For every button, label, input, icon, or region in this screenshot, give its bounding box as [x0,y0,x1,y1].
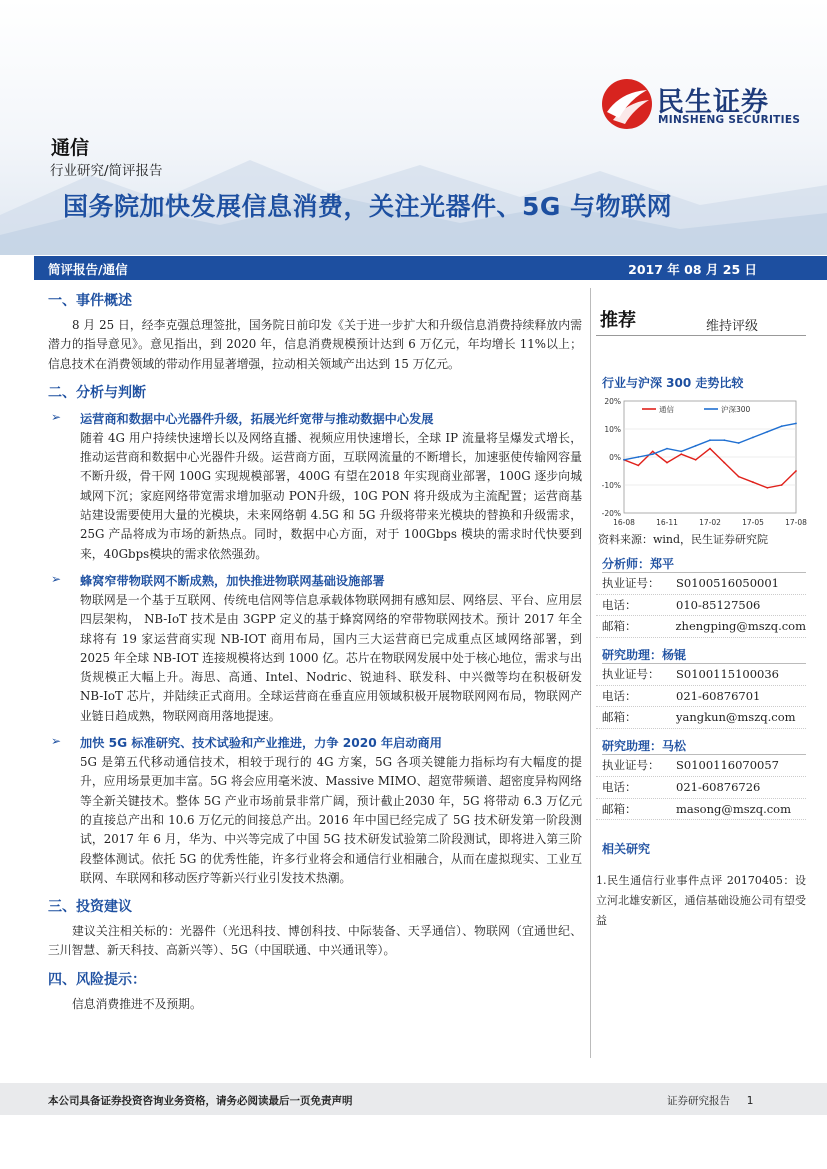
data-point [623,459,625,461]
analyst-phone-row [596,686,806,708]
text-line: 网（宜通世纪、三川智慧、新天科技、高新兴等）、5G（中国联通、中兴通讯等）。 [48,924,582,958]
analyst-heading: 分析师：郑平 [602,555,806,573]
data-point [781,425,783,427]
page-footer [0,1083,827,1115]
field-label: 电话： [602,779,637,794]
main-content [48,290,582,1014]
x-tick-label: 17-02 [699,518,721,527]
bullet-title: 运营商和数据中心光器件升级，拓展光纤宽带与推动数据中心发展 [80,411,434,426]
analyst-cert-row [596,664,806,686]
cert-value: S0100115100036 [676,667,779,682]
text-line: 模块的需求依然强劲。 [149,546,268,561]
data-point [752,481,754,483]
data-point [666,448,668,450]
footer-report-label: 证券研究报告 [667,1095,730,1107]
nbiot-paragraph [48,591,582,726]
data-point [666,462,668,464]
disclaimer-notice: 本公司具备证券投资咨询业务资格，请务必阅读最后一页免责声明 [48,1095,353,1107]
text-line: 来网络朝 4.5G 和 5G 升级将带来光模块的替换和升级需求，25G 产品将成为市场的 [80,508,582,542]
text-line: 谱、超密度异构网络等全新关键技术。整体 5G 产业市场前景非常广阔，预计截止 [80,774,582,808]
email-value: zhengping@mszq.com [675,619,806,634]
text-line: 8 月 25 日，经李克强总理签批，国务院日前印发《关于进一步扩大和升级信息消费 [72,318,511,332]
section-heading-analysis: 二、分析与判断 [48,384,146,401]
text-line: 物联网是一个基于互联网、传统电信网等信息承载体物联网拥有感知层、网络层、 [80,592,511,607]
field-label: 执业证号： [602,667,660,682]
field-label: 执业证号： [602,576,660,590]
column-divider [590,288,591,1058]
text-line: 片在物联网发展中处于核心地位，需求与出货规模正大幅上升。海思、高通、Intel、 [80,650,582,685]
report-date: 2017 年 08 月 25 日 [628,262,757,277]
field-label: 执业证号： [602,758,660,773]
bullet-title: 加快 5G 标准研究、技术试验和产业推进，力争 2020 年启动商用 [80,736,442,751]
data-point [781,484,783,486]
chart-title: 行业与沪深 300 走势比较 [602,376,744,390]
data-point [723,462,725,464]
analyst-email-row [596,707,806,729]
section-heading-risk: 四、风险提示： [48,971,146,988]
data-point [680,451,682,453]
recommendation: 推荐 [600,310,636,331]
y-tick-label: 10% [604,425,621,434]
analyst-email-row [596,799,806,821]
section-heading-investment: 三、投资建议 [48,899,132,916]
5g-paragraph [48,753,582,888]
data-point [795,470,797,472]
data-point [680,453,682,455]
related-research-heading: 相关研究 [602,842,651,857]
report-type: 行业研究/简评报告 [50,163,163,179]
phone-value: 010-85127506 [676,597,761,612]
text-line: 中国已经完成了 5G 技术研发第一阶段测试，2017 年 6 月，华为、中兴等完成了中 [80,812,583,847]
field-label: 电话： [602,688,637,703]
cert-value: S0100116070057 [676,758,779,773]
y-tick-label: 0% [609,453,621,462]
data-point [766,431,768,433]
performance-chart [596,395,807,531]
text-line: 达到 15 万亿元。 [366,356,460,371]
analyst-cert-row [596,573,806,595]
data-point [795,423,797,425]
footer-label [667,1093,753,1108]
field-label: 邮箱： [602,801,637,816]
text-line: 信息消费推进不及预期。 [72,996,202,1011]
page-number: 1 [746,1095,754,1107]
arrow-bullet-icon: ➢ [51,409,62,424]
field-label: 电话： [602,597,637,612]
data-point [695,445,697,447]
text-line: 随着 4G 用户持续快速增长以及网络直播、视频应用快速增长，全球 IP 流量将呈 [80,430,511,445]
phone-value: 021-60876701 [676,688,761,703]
data-point [709,439,711,441]
y-tick-label: 20% [604,397,621,406]
analyst-phone-row [596,595,806,617]
text-line: 全球运营商在垂直应用领域积极开展物联网网布局，物联网产业链日趋成熟，物联网 [80,689,582,723]
minsheng-logo-icon [601,78,653,130]
phone-value: 021-60876726 [676,779,761,794]
x-tick-label: 16-11 [656,518,678,527]
report-title: 国务院加快发展信息消费，关注光器件、5G 与物联网 [63,192,673,221]
text-line: 性能，许多行业将会和通信行业相融合，从而在虚拟现实、工业互联网、车联网和 [80,851,582,885]
legend-label: 通信 [659,405,674,414]
text-line: 商用落地提速。 [197,708,281,723]
text-line: 升级，10G PON 将升级成为主流配置；运营商基站建设需要使用大量的光模块，未 [80,488,582,523]
brand-name-en: MINSHENG SECURITIES [658,114,801,126]
text-line: 国 5G 技术研发试验第二阶段测试，即将进入第三阶段整体测试。依托 5G 的优秀 [80,832,582,866]
data-point [738,442,740,444]
data-point [652,451,654,453]
chart-source: 资料来源：wind，民生证券研究院 [598,533,769,546]
assistant-heading: 研究助理：杨锟 [602,646,806,664]
optical-paragraph [48,429,582,564]
section-heading-event: 一、事件概述 [48,293,132,309]
email-value: yangkun@mszq.com [676,710,796,725]
bullet-title: 蜂窝窄带物联网不断成熟，加快推进物联网基础设施部署 [80,573,385,588]
email-value: masong@mszq.com [676,801,792,816]
text-line: 增长，加速驱使传输网容量不断升级，骨干网 100G 实现规模部署，400G 有望在 [80,450,582,484]
text-line: 建议关注相关标的：光器件（光迅科技、博创科技、中际装备、天孚通信）、物联 [72,924,499,939]
recommendation-row [596,300,806,336]
assistant-heading: 研究助理：马松 [602,737,806,755]
text-line: 5G 是第五代移动通信技术，相较于现行的 4G 方案，5G 各项关键能力指标均有大 [80,755,533,770]
x-tick-label: 16-08 [613,518,635,527]
rating: 维持评级 [706,319,759,334]
text-line: 元，年均增长 11%以上；信息技术在消费领域的带动作用显著增强，拉动相关领域产出 [48,337,582,371]
y-tick-label: -20% [601,509,621,518]
data-point [695,459,697,461]
report-info-bar [34,256,827,280]
mountain-background [0,105,827,255]
text-line: 爆发式增长，推动运营商和数据中心光器件升级。运营商方面，互联网流量的不断 [80,430,582,465]
text-line: 2030 年，5G 将带动 6.3 万亿元的直接总产出和 10.6 万亿元的间接总产出。2016 年 [80,793,582,827]
analyst-phone-row [596,777,806,799]
bullet-optical [48,410,582,427]
data-point [709,448,711,450]
text-line: 商已完成重点区域网络部署，到 2025 年全球 NB-IOT 连接规模将达到 1000 亿。芯 [80,631,582,665]
text-line: 2018 年实现商业部署，100G 逐步向城域网下沉；家庭网络带宽需求增加驱动 PON [80,469,582,503]
arrow-bullet-icon: ➢ [51,571,62,586]
text-line: 移动医疗等新兴行业引发技术热潮。 [162,870,352,885]
data-point [637,456,639,458]
text-line: 持续释放内需潜力的指导意见》。意见指出，到 2020 年，信息消费规模预计达到 6 万亿 [48,318,582,352]
analyst-cert-row [596,755,806,777]
text-line: 新热点。同时，数据中心方面，对于 100Gbps 模块的需求时代快要到来，40Gbps [80,527,582,561]
investment-paragraph [48,922,582,961]
sidebar [596,300,806,931]
y-tick-label: -10% [601,481,621,490]
text-line: 网技术。预计 2017 年全球将有 19 家运营商实现 NB-IOT 商用布局，国内三大运营 [80,612,582,646]
sector-label: 通信 [51,137,90,159]
text-line: 平台、应用层四层架构， NB-IoT 技术是由 3GPP 定义的基于蜂窝网络的窄带物联 [80,592,582,627]
data-point [723,439,725,441]
data-point [738,476,740,478]
x-tick-label: 17-08 [785,518,807,527]
analyst-email-row [596,616,806,638]
text-line: 幅度的提升，应用场景更加丰富。5G 将会应用毫米波、Massive MIMO、超宽带频 [80,755,582,789]
event-paragraph [48,316,582,374]
text-line: Nodric、锐迪科、联发科、中兴微等均在积极研发 NB-IoT 芯片，并陆续正式商用。 [80,670,582,704]
field-label: 邮箱： [602,710,637,725]
bullet-5g [48,734,582,751]
arrow-bullet-icon: ➢ [51,734,62,749]
bullet-nbiot [48,572,582,589]
x-tick-label: 17-05 [742,518,764,527]
risk-paragraph [48,995,582,1014]
data-point [637,465,639,467]
report-category: 简评报告/通信 [48,262,128,277]
legend-label: 沪深300 [721,405,751,414]
data-point [652,453,654,455]
data-point [752,437,754,439]
brand-name-cn: 民生证券 [657,87,769,118]
report-header [0,0,827,255]
cert-value: S0100516050001 [676,576,779,590]
data-point [766,487,768,489]
field-label: 邮箱： [602,619,637,634]
related-research-item[interactable]: 1.民生通信行业事件点评 20170405：设立河北雄安新区，通信基础设施公司有望受益 [596,874,806,928]
